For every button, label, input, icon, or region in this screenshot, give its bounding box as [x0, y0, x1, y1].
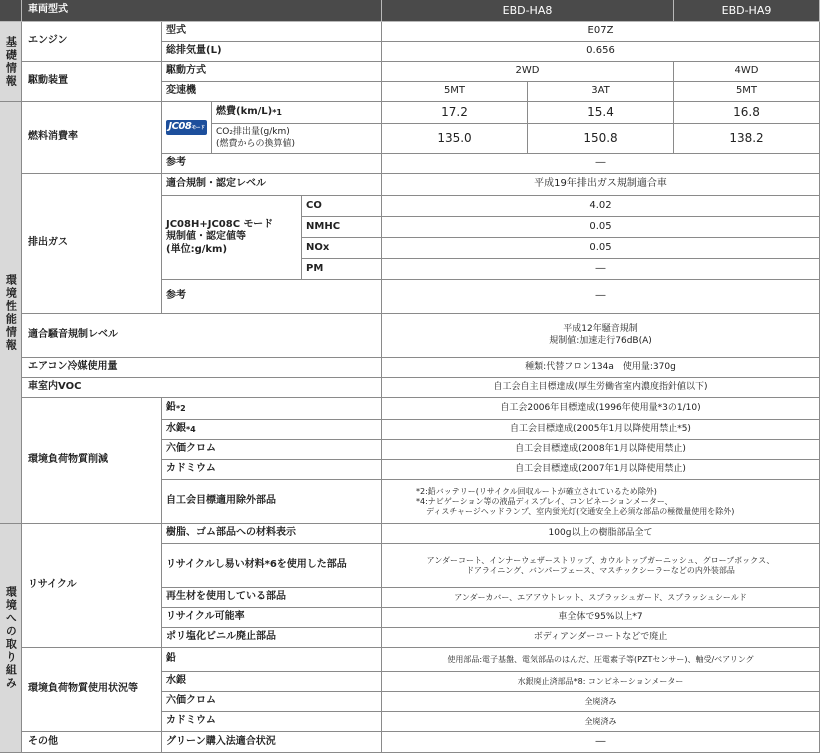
fuel-co2-label: CO₂排出量(g/km): [216, 127, 290, 138]
usage-label: 環境負荷物質使用状況等: [22, 648, 162, 732]
usage-cadmium-label: カドミウム: [162, 712, 382, 732]
fuel-label: 燃料消費率: [22, 102, 162, 174]
usage-lead-value: 使用部品:電子基盤、電気部品のはんだ、圧電素子等(PZTセンサー)、軸受/ベアリング: [382, 648, 820, 672]
usage-mercury-label: 水銀: [162, 672, 382, 692]
recycle-easy-value-cell: [382, 544, 820, 588]
header-title: 車両型式: [22, 0, 382, 22]
jc08-badge-text: JC08: [168, 121, 192, 133]
usage-chrome-value: 全廃済み: [382, 692, 820, 712]
section-env-performance: [0, 102, 22, 524]
jc08-badge-cell: [162, 102, 212, 154]
drive-trans-1: 5MT: [382, 82, 528, 102]
reduction-cadmium-value: 自工会目標達成(2007年1月以降使用禁止): [382, 460, 820, 480]
reduction-label: 環境負荷物質削減: [22, 398, 162, 524]
section-env-efforts: [0, 524, 22, 753]
drive-trans-2: 3AT: [528, 82, 674, 102]
noise-value-cell: [382, 314, 820, 358]
reduction-lead-label: 鉛: [166, 402, 176, 414]
noise-value-line-1: 平成12年騒音規制: [563, 324, 638, 335]
header-corner: [0, 0, 22, 22]
drive-trans-label: 変速機: [162, 82, 382, 102]
emissions-mode-label: JC08H+JC08C モード: [166, 218, 274, 230]
emissions-ref-value: ―: [382, 280, 820, 314]
fuel-co2-5mt-2wd: 135.0: [382, 124, 528, 154]
usage-cadmium-value: 全廃済み: [382, 712, 820, 732]
section-efforts-label: 環境への取り組み: [4, 586, 18, 690]
recycle-pvc-value: ボディアンダーコートなどで廃止: [382, 628, 820, 648]
drive-label: 駆動装置: [22, 62, 162, 102]
emissions-mode-sublabel: 規制値・認定値等: [166, 231, 246, 243]
section-basic-info: [0, 22, 22, 102]
fuel-eff-label-cell: [212, 102, 382, 124]
reduction-exclusion-note-3: ディスチャージヘッドランプ、室内蛍光灯(交通安全上必須な部品の極微量使用を除外): [426, 506, 735, 516]
reduction-chrome-value: 自工会目標達成(2008年1月以降使用禁止): [382, 440, 820, 460]
aircon-label: エアコン冷媒使用量: [22, 358, 382, 378]
emissions-reg-label: 適合規制・認定レベル: [162, 174, 382, 196]
reduction-chrome-label: 六価クロム: [162, 440, 382, 460]
emissions-nmhc-label: NMHC: [302, 217, 382, 238]
fuel-eff-3at-2wd: 15.4: [528, 102, 674, 124]
usage-chrome-label: 六価クロム: [162, 692, 382, 712]
drive-method-4wd: 4WD: [674, 62, 820, 82]
engine-displacement-value: 0.656: [382, 42, 820, 62]
fuel-co2-5mt-4wd: 138.2: [674, 124, 820, 154]
jc08-badge-sub: モード: [191, 125, 205, 132]
engine-type-value: E07Z: [382, 22, 820, 42]
reduction-mercury-label-cell: [162, 420, 382, 440]
recycle-pvc-label: ポリ塩化ビニル廃止部品: [162, 628, 382, 648]
fuel-co2-3at-2wd: 150.8: [528, 124, 674, 154]
emissions-mode-unit: (単位:g/km): [166, 243, 228, 255]
header-model-a: EBD-HA8: [382, 0, 674, 22]
reduction-lead-value: 自工会2006年目標達成(1996年使用量*3の1/10): [382, 398, 820, 420]
reduction-exclusion-note-1: *2:鉛バッテリー(リサイクル回収ルートが確立されているため除外): [416, 486, 657, 496]
emissions-ref-label: 参考: [162, 280, 382, 314]
drive-trans-3: 5MT: [674, 82, 820, 102]
recycle-resin-value: 100g以上の樹脂部品全て: [382, 524, 820, 544]
voc-label: 車室内VOC: [22, 378, 382, 398]
fuel-ref-value: ―: [382, 154, 820, 174]
recycle-recycled-label: 再生材を使用している部品: [162, 588, 382, 608]
emissions-reg-value: 平成19年排出ガス規制適合車: [382, 174, 820, 196]
usage-mercury-value: 水銀廃止済部品*8: コンビネーションメーター: [382, 672, 820, 692]
emissions-pm-label: PM: [302, 259, 382, 280]
fuel-eff-note: *1: [272, 107, 282, 117]
recycle-rate-label: リサイクル可能率: [162, 608, 382, 628]
engine-displacement-label: 総排気量(L): [162, 42, 382, 62]
fuel-ref-label: 参考: [162, 154, 382, 174]
reduction-exclusion-note-2: *4:ナビゲーション等の液晶ディスプレイ、コンビネーションメーター、: [416, 496, 673, 506]
drive-method-label: 駆動方式: [162, 62, 382, 82]
voc-value: 自工会自主目標達成(厚生労働省室内濃度指針値以下): [382, 378, 820, 398]
fuel-eff-5mt-2wd: 17.2: [382, 102, 528, 124]
fuel-eff-5mt-4wd: 16.8: [674, 102, 820, 124]
noise-value-line-2: 規制値:加速走行76dB(A): [549, 335, 652, 346]
recycle-easy-label: リサイクルし易い材料*6を使用した部品: [162, 544, 382, 588]
emissions-label: 排出ガス: [22, 174, 162, 314]
recycle-recycled-value: アンダーカバー、エアアウトレット、スプラッシュガード、スプラッシュシールド: [382, 588, 820, 608]
emissions-co-value: 4.02: [382, 196, 820, 217]
recycle-label: リサイクル: [22, 524, 162, 648]
emissions-pm-value: ―: [382, 259, 820, 280]
section-env-label: 環境性能情報: [4, 273, 18, 352]
other-green-label: グリーン購入法適合状況: [162, 732, 382, 753]
emissions-mode-label-cell: [162, 196, 302, 280]
emissions-nox-label: NOx: [302, 238, 382, 259]
recycle-rate-value: 車全体で95%以上*7: [382, 608, 820, 628]
reduction-mercury-label: 水銀: [166, 423, 186, 435]
recycle-easy-value-line-2: ドアライニング、バンパーフェース、マスチックシーラーなどの内外装部品: [466, 565, 735, 575]
reduction-lead-note: *2: [176, 403, 186, 413]
engine-type-label: 型式: [162, 22, 382, 42]
other-green-value: ―: [382, 732, 820, 753]
usage-lead-label: 鉛: [162, 648, 382, 672]
header-model-b: EBD-HA9: [674, 0, 820, 22]
section-basic-label: 基礎情報: [4, 35, 18, 88]
fuel-eff-label: 燃費(km/L): [216, 106, 273, 118]
emissions-nmhc-value: 0.05: [382, 217, 820, 238]
emissions-nox-value: 0.05: [382, 238, 820, 259]
aircon-value: 種類:代替フロン134a 使用量:370g: [382, 358, 820, 378]
reduction-mercury-note: *4: [186, 424, 196, 434]
reduction-exclusion-notes: [382, 480, 820, 524]
engine-label: エンジン: [22, 22, 162, 62]
noise-label: 適合騒音規制レベル: [22, 314, 382, 358]
emissions-co-label: CO: [302, 196, 382, 217]
recycle-resin-label: 樹脂、ゴム部品への材料表示: [162, 524, 382, 544]
recycle-easy-value-line-1: アンダーコート、インナーウェザーストリップ、カウルトップガーニッシュ、グローブボックス、: [426, 555, 775, 565]
reduction-lead-label-cell: [162, 398, 382, 420]
reduction-exclusion-label: 自工会目標適用除外部品: [162, 480, 382, 524]
jc08-mode-badge: [166, 120, 206, 135]
fuel-co2-label-cell: [212, 124, 382, 154]
drive-method-2wd: 2WD: [382, 62, 674, 82]
other-label: その他: [22, 732, 162, 753]
fuel-co2-sublabel: (燃費からの換算値): [216, 138, 296, 149]
reduction-cadmium-label: カドミウム: [162, 460, 382, 480]
reduction-mercury-value: 自工会目標達成(2005年1月以降使用禁止*5): [382, 420, 820, 440]
